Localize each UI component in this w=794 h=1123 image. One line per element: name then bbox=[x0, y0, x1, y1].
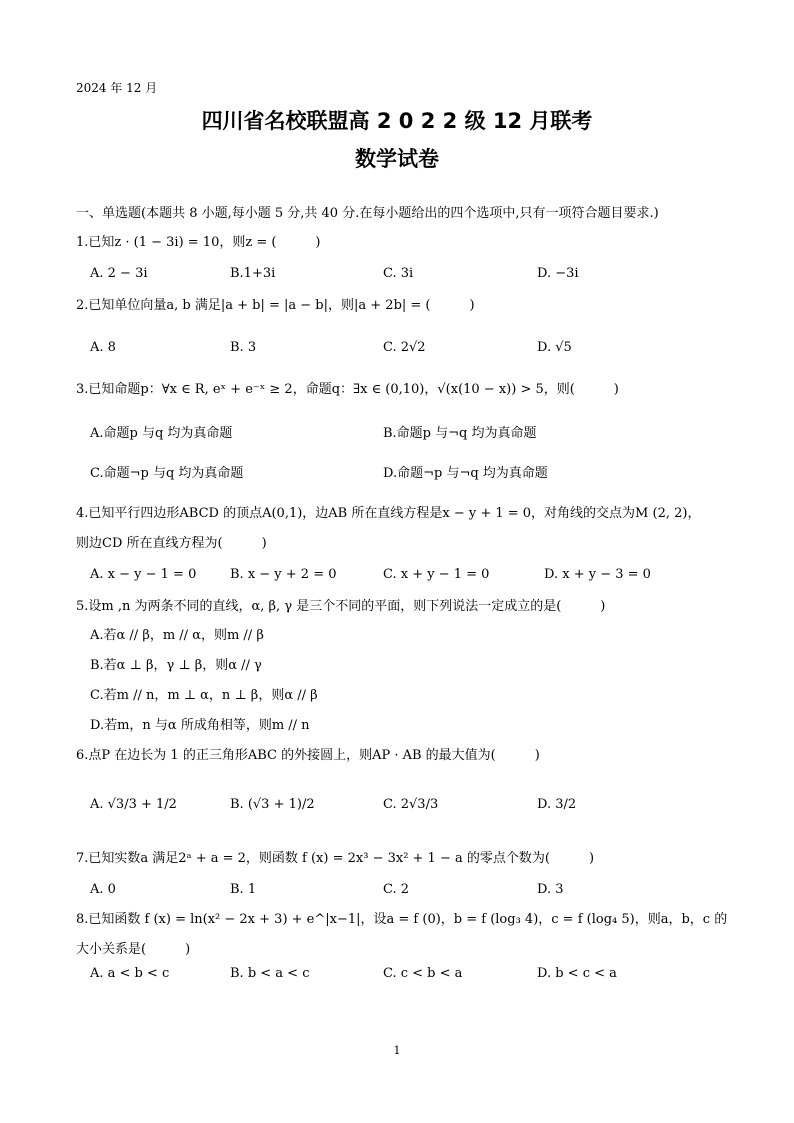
question-8-stem: 8.已知函数 f (x) = ln(x² − 2x + 3) + e^|x−1|，设a = f (0)，b = f (log₃ 4)，c = f (log₄ 5)，则a，b，c 的 bbox=[76, 912, 728, 927]
question-4-stem-cont: 则边CD 所在直线方程为( ) bbox=[76, 536, 267, 551]
question-8-stem-cont: 大小关系是( ) bbox=[76, 942, 191, 957]
q5-option-a: A.若α // β，m // α，则m // β bbox=[90, 628, 264, 643]
q5-option-c: C.若m // n，m ⊥ α，n ⊥ β，则α // β bbox=[90, 688, 318, 703]
q6-option-a: A. √3/3 + 1/2 bbox=[90, 797, 177, 812]
q7-option-d: D. 3 bbox=[537, 882, 564, 897]
q1-option-d: D. −3i bbox=[537, 266, 579, 281]
q1-option-a: A. 2 − 3i bbox=[90, 266, 148, 281]
page-number: 1 bbox=[393, 1044, 401, 1057]
exam-date: 2024 年 12 月 bbox=[76, 81, 158, 95]
q7-option-c: C. 2 bbox=[383, 882, 410, 897]
q2-option-d: D. √5 bbox=[537, 340, 572, 355]
q3-option-d: D.命题¬p 与¬q 均为真命题 bbox=[383, 466, 548, 481]
q5-option-b: B.若α ⊥ β，γ ⊥ β，则α // γ bbox=[90, 658, 262, 673]
q6-option-d: D. 3/2 bbox=[537, 797, 577, 812]
q3-option-c: C.命题¬p 与q 均为真命题 bbox=[90, 466, 244, 481]
q8-option-c: C. c < b < a bbox=[383, 966, 463, 981]
q8-option-b: B. b < a < c bbox=[230, 966, 310, 981]
section-heading: 一、单选题(本题共 8 小题,每小题 5 分,共 40 分.在每小题给出的四个选项中,只有一项符合题目要求.) bbox=[76, 206, 659, 221]
exam-title: 四川省名校联盟高 2 0 2 2 级 12 月联考 bbox=[201, 109, 593, 133]
q4-option-c: C. x + y − 1 = 0 bbox=[383, 567, 490, 582]
q6-option-b: B. (√3 + 1)/2 bbox=[230, 797, 315, 812]
question-7-stem: 7.已知实数a 满足2ᵃ + a = 2，则函数 f (x) = 2x³ − 3x² + 1 − a 的零点个数为( ) bbox=[76, 851, 595, 866]
q1-option-c: C. 3i bbox=[383, 266, 414, 281]
q2-option-c: C. 2√2 bbox=[383, 340, 426, 355]
q4-option-b: B. x − y + 2 = 0 bbox=[230, 567, 337, 582]
question-4-stem: 4.已知平行四边形ABCD 的顶点A(0,1)，边AB 所在直线方程是x − y + 1 = 0，对角线的交点为M (2, 2)， bbox=[76, 506, 701, 521]
q3-option-a: A.命题p 与q 均为真命题 bbox=[90, 426, 233, 441]
q3-option-b: B.命题p 与¬q 均为真命题 bbox=[383, 426, 537, 441]
question-5-stem: 5.设m ,n 为两条不同的直线，α, β, γ 是三个不同的平面，则下列说法一定成立的是( ) bbox=[76, 599, 606, 614]
exam-subtitle: 数学试卷 bbox=[355, 147, 439, 171]
q8-option-a: A. a < b < c bbox=[90, 966, 170, 981]
question-1-stem: 1.已知z · (1 − 3i) = 10，则z = ( ) bbox=[76, 235, 321, 250]
q4-option-a: A. x − y − 1 = 0 bbox=[90, 567, 197, 582]
q4-option-d: D. x + y − 3 = 0 bbox=[544, 567, 651, 582]
q7-option-b: B. 1 bbox=[230, 882, 257, 897]
q2-option-b: B. 3 bbox=[230, 340, 257, 355]
question-3-stem: 3.已知命题p：∀x ∈ R, eˣ + e⁻ˣ ≥ 2，命题q：∃x ∈ (0,10)，√(x(10 − x)) > 5，则( ) bbox=[76, 382, 619, 397]
q2-option-a: A. 8 bbox=[90, 340, 116, 355]
q6-option-c: C. 2√3/3 bbox=[383, 797, 439, 812]
q8-option-d: D. b < c < a bbox=[537, 966, 617, 981]
question-6-stem: 6.点P 在边长为 1 的正三角形ABC 的外接圆上，则AP · AB 的最大值为( ) bbox=[76, 748, 540, 763]
q1-option-b: B.1+3i bbox=[230, 266, 276, 281]
q5-option-d: D.若m，n 与α 所成角相等，则m // n bbox=[90, 718, 310, 733]
q7-option-a: A. 0 bbox=[90, 882, 116, 897]
question-2-stem: 2.已知单位向量a, b 满足|a + b| = |a − b|，则|a + 2b| = ( ) bbox=[76, 298, 475, 313]
